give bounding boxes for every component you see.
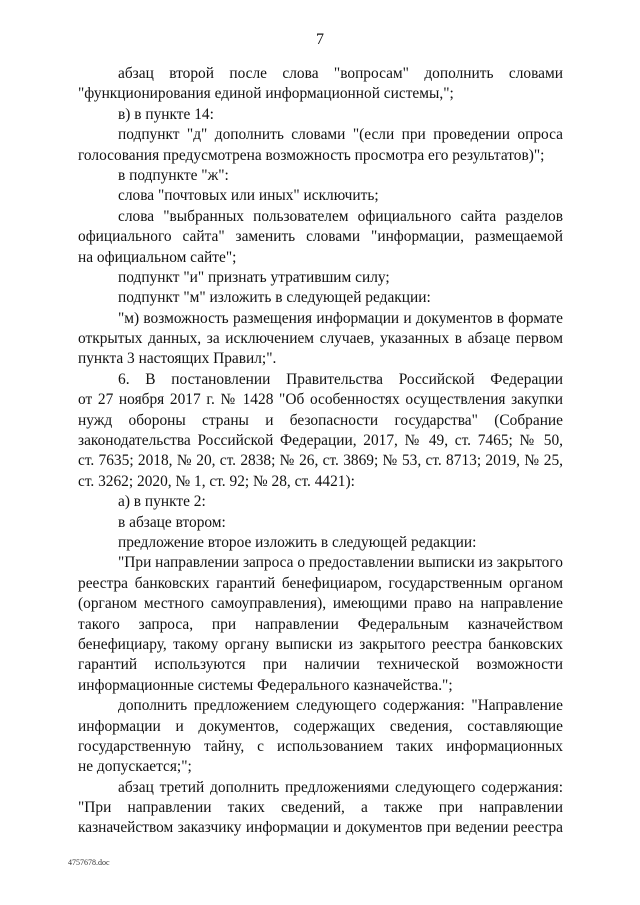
- page-number: 7: [316, 31, 324, 48]
- text-line: пункта 3 настоящих Правил;".: [78, 350, 277, 368]
- text-line: ст. 3262; 2020, № 1, ст. 92; № 28, ст. 4421):: [78, 472, 355, 490]
- text-line: от 27 ноября 2017 г. № 1428 "Об особенностях осуществления закупки: [78, 391, 563, 409]
- text-line: подпункт "и" признать утратившим силу;: [118, 268, 390, 286]
- text-line: не допускается;";: [78, 758, 192, 776]
- text-line: подпункт "м" изложить в следующей редакции:: [118, 289, 431, 307]
- text-line: гарантий используются при наличии технической возможности: [78, 656, 563, 674]
- text-line: ст. 7635; 2018, № 20, ст. 2838; № 26, ст. 3869; № 53, ст. 8713; 2019, № 25,: [78, 452, 563, 470]
- text-line: 6. В постановлении Правительства Российской Федерации: [118, 370, 563, 388]
- text-line: голосования предусмотрена возможность просмотра его результатов)";: [78, 146, 545, 164]
- text-line: реестра банковских гарантий бенефициаром, государственным органом: [78, 574, 563, 592]
- text-line: предложение второе изложить в следующей редакции:: [118, 533, 477, 551]
- text-line: "При направлении таких сведений, а также при направлении: [78, 799, 563, 817]
- text-line: в) в пункте 14:: [118, 105, 214, 123]
- text-line: в подпункте "ж":: [118, 166, 229, 184]
- text-line: дополнить предложением следующего содержания: "Направление: [118, 697, 563, 715]
- text-line: абзац второй после слова "вопросам" дополнить словами: [118, 65, 563, 82]
- text-line: слова "почтовых или иных" исключить;: [118, 187, 379, 205]
- text-line: государственную тайну, с использованием таких информационных: [78, 737, 563, 755]
- text-line: официального сайта" заменить словами "информации, размещаемой: [78, 228, 563, 246]
- text-line: законодательства Российской Федерации, 2017, № 49, ст. 7465; № 50,: [78, 432, 563, 450]
- text-line: слова "выбранных пользователем официального сайта разделов: [118, 207, 563, 225]
- document-body: [78, 64, 563, 839]
- text-line: такого запроса, при направлении Федеральным казначейством: [78, 615, 563, 633]
- text-line: "м) возможность размещения информации и документов в формате: [118, 309, 563, 327]
- text-line: "При направлении запроса о предоставлении выписки из закрытого: [118, 554, 563, 572]
- text-line: подпункт "д" дополнить словами "(если при проведении опроса: [118, 126, 563, 144]
- text-line: казначейством заказчику информации и документов при ведении реестра: [78, 819, 563, 837]
- text-line: а) в пункте 2:: [118, 493, 206, 511]
- text-line: "функционирования единой информационной системы,";: [78, 85, 454, 103]
- text-line: открытых данных, за исключением случаев, указанных в абзаце первом: [78, 330, 563, 348]
- text-line: (органом местного самоуправления), имеющими право на направление: [78, 595, 563, 613]
- text-line: информации и документов, содержащих сведения, составляющие: [78, 717, 563, 735]
- text-line: нужд обороны страны и безопасности государства" (Собрание: [78, 411, 563, 429]
- text-line: абзац третий дополнить предложениями следующего содержания:: [118, 778, 563, 796]
- text-line: информационные системы Федерального казначейства.";: [78, 676, 453, 694]
- text-line: в абзаце втором:: [118, 513, 226, 531]
- text-line: на официальном сайте";: [78, 248, 237, 266]
- footer-file-name: 4757678.doc: [68, 858, 110, 867]
- text-line: бенефициару, такому органу выписки из закрытого реестра банковских: [78, 635, 563, 653]
